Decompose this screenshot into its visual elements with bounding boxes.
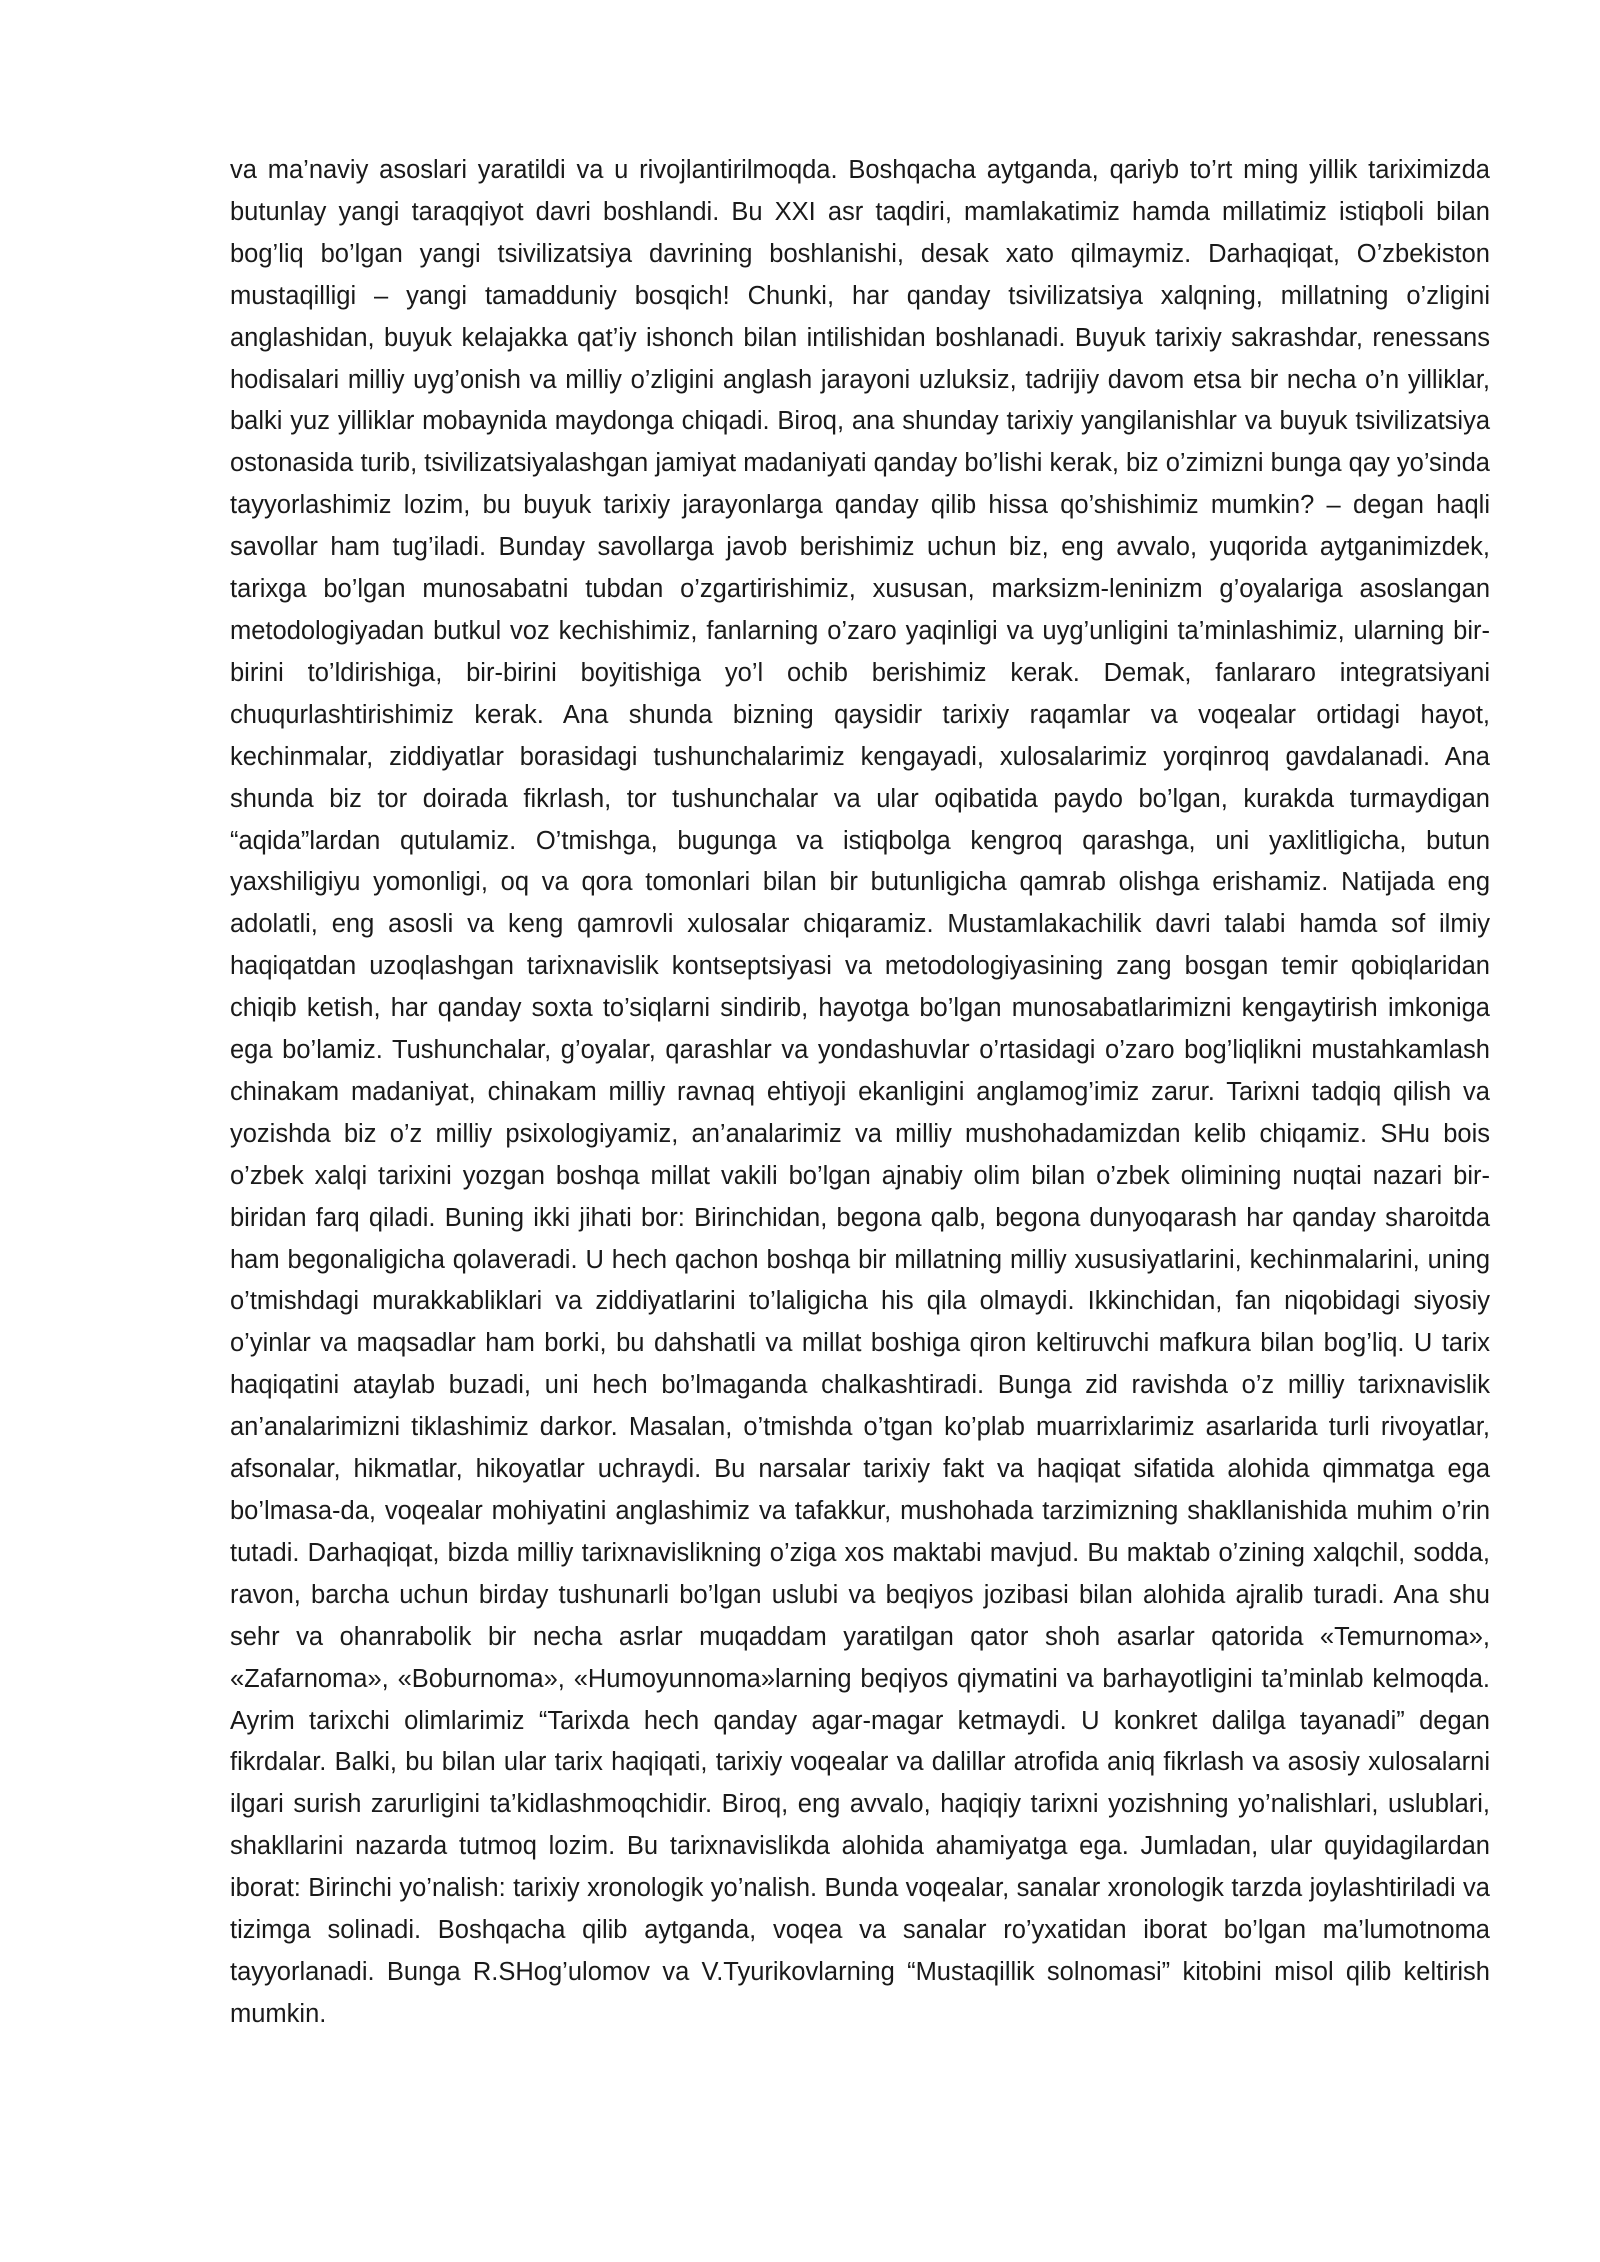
body-paragraph: va ma’naviy asoslari yaratildi va u rivojlantirilmoqda. Boshqacha aytganda, qariyb to’rt ming yillik tariximizda butunlay yangi taraqqiyot davri boshlandi. Bu XXI asr taqdiri, mamlakatimiz hamda millatimiz istiqboli bilan bog’liq bo’lgan yangi tsivilizatsiya davrining boshlanishi, desak xato qilmaymiz. Darhaqiqat, O’zbekiston mustaqilligi – yangi tamadduniy bosqich! Chunki, har qanday tsivilizatsiya xalqning, millatning o’zligini anglashidan, buyuk kelajakka qat’iy ishonch bilan intilishidan boshlanadi. Buyuk tarixiy sakrashdar, renessans hodisalari milliy uyg’onish va milliy o’zligini anglash jarayoni uzluksiz, tadrijiy davom etsa bir necha o’n yilliklar, balki yuz yilliklar mobaynida maydonga chiqadi. Biroq, ana shunday tarixiy yangilanishlar va buyuk tsivilizatsiya ostonasida turib, tsivilizatsiyalashgan jamiyat madaniyati qanday bo’lishi kerak, biz o’zimizni bunga qay yo’sinda tayyorlashimiz lozim, bu buyuk tarixiy jarayonlarga qanday qilib hissa qo’shishimiz mumkin? – degan haqli savollar ham tug’iladi. Bunday savollarga javob berishimiz uchun biz, eng avvalo, yuqorida aytganimizdek, tarixga bo’lgan munosabatni tubdan o’zgartirishimiz, xususan, marksizm-leninizm g’oyalariga asoslangan metodologiyadan butkul voz kechishimiz, fanlarning o’zaro yaqinligi va uyg’unligini ta’minlashimiz, ularning bir-birini to’ldirishiga, bir-birini boyitishiga yo’l ochib berishimiz kerak. Demak, fanlararo integratsiyani chuqurlashtirishimiz kerak. Ana shunda bizning qaysidir tarixiy raqamlar va voqealar ortidagi hayot, kechinmalar, ziddiyatlar borasidagi tushunchalarimiz kengayadi, xulosalarimiz yorqinroq gavdalanadi. Ana shunda biz tor doirada fikrlash, tor tushunchalar va ular oqibatida paydo bo’lgan, kurakda turmaydigan “aqida”lardan qutulamiz. O’tmishga, bugunga va istiqbolga kengroq qarashga, uni yaxlitligicha, butun yaxshiligiyu yomonligi, oq va qora tomonlari bilan bir butunligicha qamrab olishga erishamiz. Natijada eng adolatli, eng asosli va keng qamrovli xulosalar chiqaramiz. Mustamlakachilik davri talabi hamda sof ilmiy haqiqatdan uzoqlashgan tarixnavislik kontseptsiyasi va metodologiyasining zang bosgan temir qobiqlaridan chiqib ketish, har qanday soxta to’siqlarni sindirib, hayotga bo’lgan munosabatlarimizni kengaytirish imkoniga ega bo’lamiz. Tushunchalar, g’oyalar, qarashlar va yondashuvlar o’rtasidagi o’zaro bog’liqlikni mustahkamlash chinakam madaniyat, chinakam milliy ravnaq ehtiyoji ekanligini anglamog’imiz zarur. Tarixni tadqiq qilish va yozishda biz o’z milliy psixologiyamiz, an’analarimiz va milliy mushohadamizdan kelib chiqamiz. SHu bois o’zbek xalqi tarixini yozgan boshqa millat vakili bo’lgan ajnabiy olim bilan o’zbek olimining nuqtai nazari bir-biridan farq qiladi. Buning ikki jihati bor: Birinchidan, begona qalb, begona dunyoqarash har qanday sharoitda ham begonaligicha qolaveradi. U hech qachon boshqa bir millatning milliy xususiyatlarini, kechinmalarini, uning o’tmishdagi murakkabliklari va ziddiyatlarini to’laligicha his qila olmaydi. Ikkinchidan, fan niqobidagi siyosiy o’yinlar va maqsadlar ham borki, bu dahshatli va millat boshiga qiron keltiruvchi mafkura bilan bog’liq. U tarix haqiqatini ataylab buzadi, uni hech bo’lmaganda chalkashtiradi. Bunga zid ravishda o’z milliy tarixnavislik an’analarimizni tiklashimiz darkor. Masalan, o’tmishda o’tgan ko’plab muarrixlarimiz asarlarida turli rivoyatlar, afsonalar, hikmatlar, hikoyatlar uchraydi. Bu narsalar tarixiy fakt va haqiqat sifatida alohida qimmatga ega bo’lmasa-da, voqealar mohiyatini anglashimiz va tafakkur, mushohada tarzimizning shakllanishida muhim o’rin tutadi. Darhaqiqat, bizda milliy tarixnavislikning o’ziga xos maktabi mavjud. Bu maktab o’zining xalqchil, sodda, ravon, barcha uchun birday tushunarli bo’lgan uslubi va beqiyos jozibasi bilan alohida ajralib turadi. Ana shu sehr va ohanrabolik bir necha asrlar muqaddam yaratilgan qator shoh asarlar qatorida «Temurnoma», «Zafarnoma», «Boburnoma», «Humoyunnoma»larning beqiyos qiymatini va barhayotligini ta’minlab kelmoqda. Ayrim tarixchi olimlarimiz “Tarixda hech qanday agar-magar ketmaydi. U konkret dalilga tayanadi” degan fikrdalar. Balki, bu bilan ular tarix haqiqati, tarixiy voqealar va dalillar atrofida aniq fikrlash va asosiy xulosalarni ilgari surish zarurligini ta’kidlashmoqchidir. Biroq, eng avvalo, haqiqiy tarixni yozishning yo’nalishlari, uslublari, shakllarini nazarda tutmoq lozim. Bu tarixnavislikda alohida ahamiyatga ega. Jumladan, ular quyidagilardan iborat: Birinchi yo’nalish: tarixiy xronologik yo’nalish. Bunda voqealar, sanalar xronologik tarzda joylashtiriladi va tizimga solinadi. Boshqacha qilib aytganda, voqea va sanalar ro’yxatidan iborat bo’lgan ma’lumotnoma tayyorlanadi. Bunga R.SHog’ulomov va V.Tyurikovlarning “Mustaqillik solnomasi” kitobini misol qilib keltirish mumkin. <box>230 156 1490 2028</box>
